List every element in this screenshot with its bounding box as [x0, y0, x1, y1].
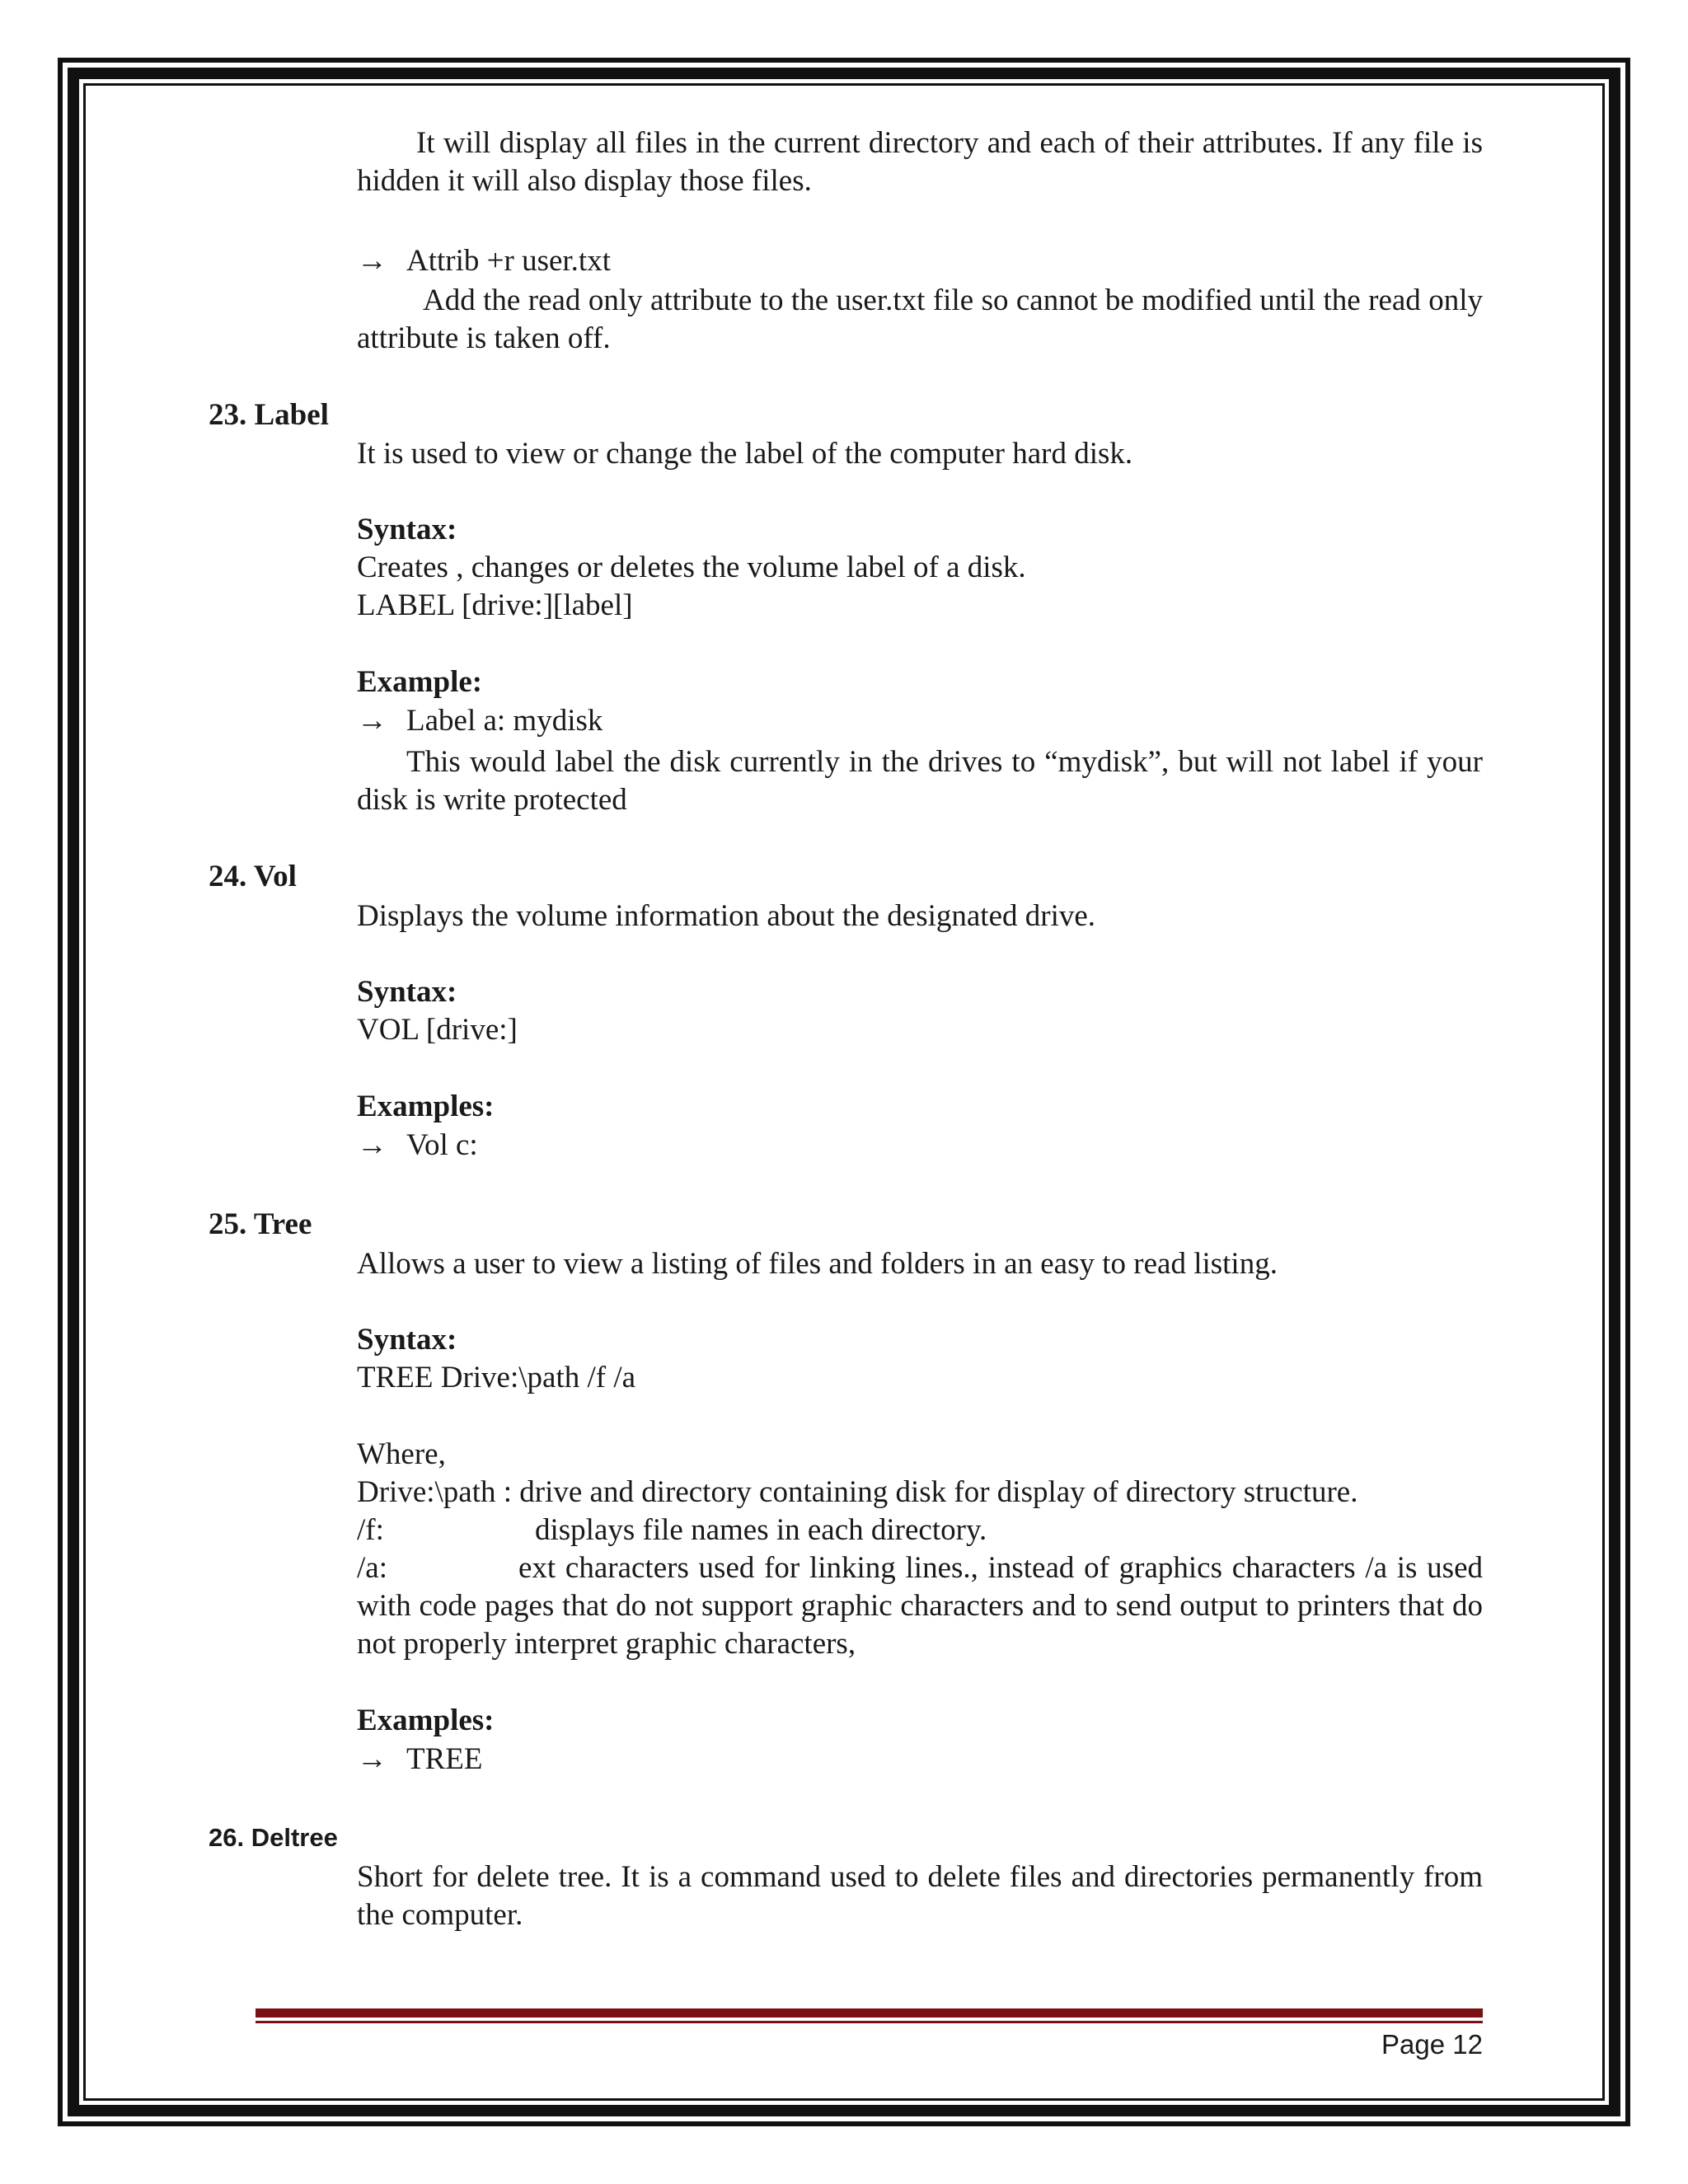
- label-syntax-heading: Syntax:: [357, 513, 457, 546]
- vol-syntax-cmd: VOL [drive:]: [357, 1013, 518, 1047]
- tree-syntax-cmd: TREE Drive:\path /f /a: [357, 1361, 636, 1394]
- arrow-icon: →: [357, 704, 387, 738]
- label-syntax-desc: Creates , changes or deletes the volume label of a disk.: [357, 551, 1026, 584]
- tree-example-heading: Examples:: [357, 1704, 495, 1737]
- label-example: → Label a: mydisk: [357, 702, 1483, 740]
- label-syntax-cmd: LABEL [drive:][label]: [357, 588, 633, 622]
- vol-syntax-heading: Syntax:: [357, 975, 457, 1009]
- vol-example-heading: Examples:: [357, 1090, 495, 1123]
- arrow-icon: →: [357, 1742, 387, 1776]
- tree-example: → TREE: [357, 1741, 1483, 1779]
- intro-paragraph: It will display all files in the current directory and each of their attributes. If any file is hidden it will also display those files.: [357, 126, 1483, 198]
- tree-option-a: /a: ext characters used for linking lines., instead of graphics characters /a is used with code pages that do not support graphic characters and to send output to printers that do not properly interpret graphic characters,: [357, 1551, 1483, 1661]
- tree-option-f: /f: displays file names in each directory.: [357, 1513, 987, 1547]
- heading-deltree: 26. Deltree: [209, 1823, 338, 1852]
- tree-where: Where,: [357, 1437, 446, 1471]
- heading-tree: 25. Tree: [209, 1207, 312, 1241]
- footer-rule-thin: [256, 2021, 1483, 2023]
- intro-example-desc: Add the read only attribute to the user.txt file so cannot be modified until the read only attribute is taken off.: [357, 284, 1483, 355]
- deltree-description: Short for delete tree. It is a command used to delete files and directories permanently from the computer.: [357, 1860, 1483, 1932]
- arrow-icon: →: [357, 244, 387, 278]
- tree-description: Allows a user to view a listing of files and folders in an easy to read listing.: [357, 1247, 1278, 1281]
- page-number: Page 12: [1381, 2029, 1483, 2060]
- label-description: It is used to view or change the label of the computer hard disk.: [357, 437, 1133, 471]
- tree-syntax-heading: Syntax:: [357, 1323, 457, 1357]
- tree-option-path: Drive:\path : drive and directory containing disk for display of directory structure.: [357, 1475, 1358, 1509]
- footer-rule-thick: [256, 2008, 1483, 2018]
- intro-example: → Attrib +r user.txt: [357, 242, 1483, 280]
- arrow-icon: →: [357, 1128, 387, 1162]
- vol-description: Displays the volume information about the designated drive.: [357, 899, 1096, 933]
- label-example-heading: Example:: [357, 665, 483, 699]
- vol-example: → Vol c:: [357, 1127, 1483, 1165]
- heading-vol: 24. Vol: [209, 860, 297, 893]
- heading-label: 23. Label: [209, 398, 329, 432]
- label-example-desc: This would label the disk currently in the drives to “mydisk”, but will not label if your disk is write protected: [357, 745, 1483, 817]
